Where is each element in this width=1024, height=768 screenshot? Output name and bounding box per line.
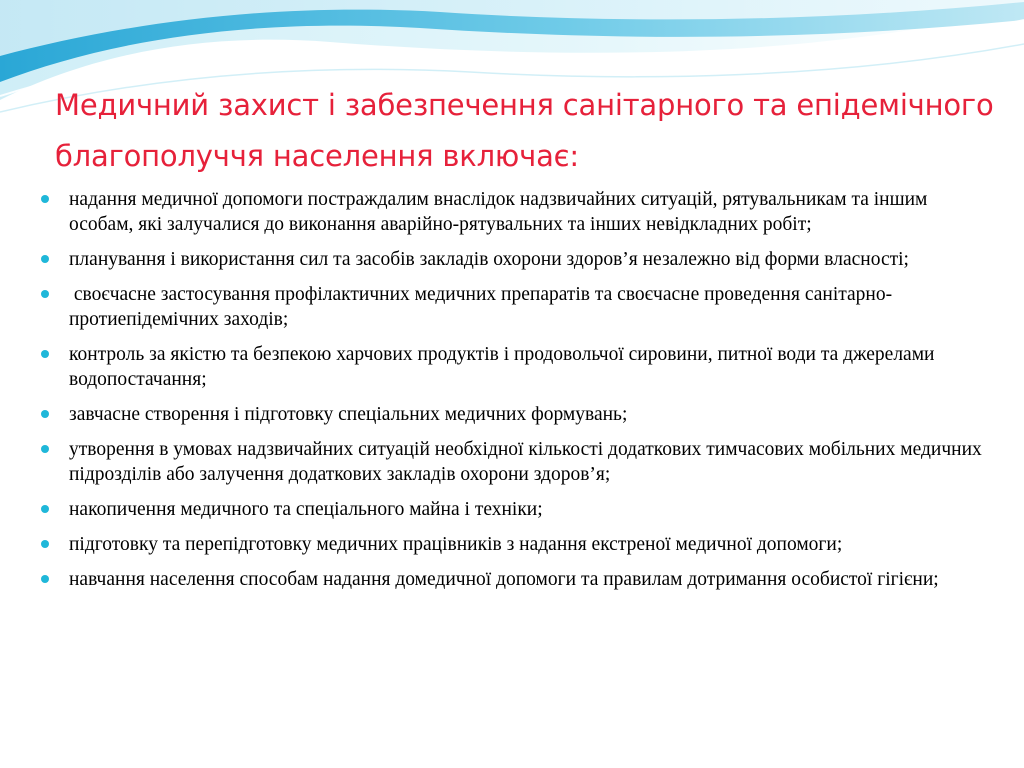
bullet-icon [41,445,49,453]
list-item [40,187,990,237]
bullet-text: завчасне створення і підготовку спеціальних медичних формувань; [69,404,628,425]
bullet-icon [41,195,49,203]
bullet-text: контроль за якістю та безпекою харчових продуктів і продовольчої сировини, питної води та джерелами водопостачання; [69,344,935,390]
list-item [40,282,990,332]
list-item [40,532,990,557]
slide-title: Медичний захист і забезпечення санітарного та епідемічного благополуччя населення включає: [55,88,994,173]
bullet-text: підготовку та перепідготовку медичних працівників з надання екстреної медичної допомоги; [69,534,843,555]
bullet-text: своєчасне застосування профілактичних медичних препаратів та своєчасне проведення санітарно-протиепідемічних заходів; [69,284,893,330]
bullet-icon [41,505,49,513]
bullet-icon [41,290,49,298]
list-item [40,247,990,272]
bullet-icon [41,255,49,263]
bullet-icon [41,575,49,583]
list-item [40,497,990,522]
bullet-list [40,187,990,602]
bullet-text: утворення в умовах надзвичайних ситуацій необхідної кількості додаткових тимчасових мобільних медичних підрозділів або залучення додаткових закладів охорони здоров’я; [69,439,982,485]
list-item [40,567,990,592]
bullet-text: планування і використання сил та засобів закладів охорони здоров’я незалежно від форми власності; [69,249,909,270]
bullet-icon [41,410,49,418]
bullet-icon [41,540,49,548]
bullet-text: надання медичної допомоги постраждалим внаслідок надзвичайних ситуацій, рятувальникам та іншим особам, які залучалися до виконання аварійно-рятувальних та інших невідкладних робіт; [69,189,928,235]
list-item [40,437,990,487]
bullet-icon [41,350,49,358]
bullet-text: накопичення медичного та спеціального майна і техніки; [69,499,543,520]
bullet-text: навчання населення способам надання домедичної допомоги та правилам дотримання особистої гігієни; [69,569,939,590]
list-item [40,402,990,427]
list-item [40,342,990,392]
